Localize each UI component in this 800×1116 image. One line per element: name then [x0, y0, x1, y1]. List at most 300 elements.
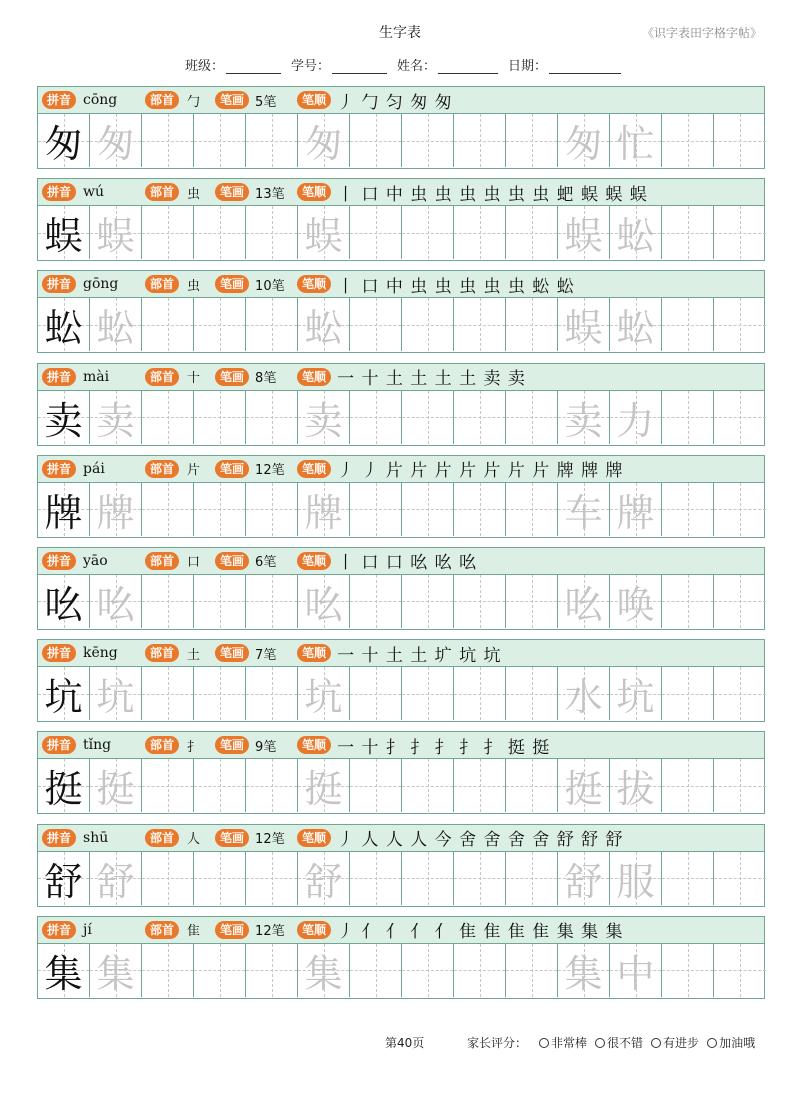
character-block: [37, 86, 765, 169]
radical-badge: 部首: [145, 552, 179, 570]
stroke-order: 丨 口 中 虫 虫 虫 虫 虫 蚣 蚣: [337, 276, 575, 297]
writing-cell[interactable]: [350, 483, 402, 536]
model-character: 挺: [44, 767, 83, 812]
radical-badge: 部首: [145, 91, 179, 109]
page-title: 生字表: [379, 25, 421, 41]
strokes-badge: 笔画: [215, 91, 249, 109]
rating-option-0[interactable]: [539, 1034, 587, 1051]
writing-cell[interactable]: [142, 298, 194, 351]
word-character: 蚣: [616, 306, 655, 351]
writing-cell[interactable]: [454, 298, 506, 351]
writing-cell[interactable]: [610, 298, 662, 351]
character-block: [37, 824, 765, 907]
writing-cell[interactable]: [558, 575, 610, 628]
order-badge: 笔顺: [297, 460, 331, 478]
writing-cell[interactable]: [402, 667, 454, 720]
writing-cell[interactable]: [402, 944, 454, 997]
writing-cell[interactable]: [90, 944, 142, 997]
writing-cell[interactable]: [714, 759, 766, 812]
pinyin-value: mài: [83, 368, 110, 385]
pinyin-badge: 拼音: [42, 921, 76, 939]
radical-value: 虫: [187, 186, 201, 202]
model-character: 匆: [44, 122, 83, 166]
info-bar: [38, 364, 764, 391]
name-label: 姓名：: [397, 59, 437, 74]
word-character: 水: [564, 675, 603, 720]
writing-cell[interactable]: [142, 667, 194, 720]
writing-cell[interactable]: [454, 206, 506, 259]
writing-cell[interactable]: [506, 759, 558, 812]
model-character: 蚣: [44, 306, 83, 351]
stroke-order: 丿 勹 匀 匆 匆: [337, 92, 453, 113]
writing-cell[interactable]: [90, 667, 142, 720]
writing-cell[interactable]: [90, 206, 142, 259]
writing-cell[interactable]: [714, 944, 766, 997]
tian-grid: [38, 852, 764, 905]
word-character: 坑: [616, 675, 655, 720]
writing-cell[interactable]: [662, 391, 714, 444]
stroke-order: 一 十 土 土 圹 坑 坑: [337, 645, 502, 666]
writing-cell[interactable]: [194, 852, 246, 905]
trace-character: 舒: [96, 859, 135, 904]
order-badge: 笔顺: [297, 91, 331, 109]
writing-cell[interactable]: [506, 114, 558, 167]
radical-badge: 部首: [145, 275, 179, 293]
student-number-blank[interactable]: [332, 60, 387, 74]
writing-cell[interactable]: [558, 206, 610, 259]
writing-cell[interactable]: [246, 759, 298, 812]
writing-cell[interactable]: [558, 298, 610, 351]
writing-cell[interactable]: [662, 114, 714, 167]
writing-cell[interactable]: [38, 852, 90, 905]
model-character: 舒: [44, 859, 83, 904]
tian-grid: [38, 391, 764, 444]
radio-circle-icon[interactable]: [651, 1038, 661, 1048]
trace-character: 吆: [96, 582, 135, 627]
pinyin-badge: 拼音: [42, 368, 76, 386]
writing-cell[interactable]: [610, 575, 662, 628]
pinyin-value: gōng: [83, 276, 119, 293]
writing-cell[interactable]: [714, 483, 766, 536]
pinyin-badge: 拼音: [42, 552, 76, 570]
trace-character: 集: [304, 951, 343, 996]
writing-cell[interactable]: [558, 852, 610, 905]
writing-cell[interactable]: [38, 759, 90, 812]
stroke-order: 一 十 扌 扌 扌 扌 扌 挺 挺: [337, 737, 551, 758]
writing-cell[interactable]: [142, 575, 194, 628]
writing-cell[interactable]: [350, 391, 402, 444]
writing-cell[interactable]: [350, 298, 402, 351]
strokes-badge: 笔画: [215, 829, 249, 847]
writing-cell[interactable]: [714, 114, 766, 167]
writing-cell[interactable]: [610, 667, 662, 720]
tian-grid: [38, 206, 764, 259]
writing-cell[interactable]: [194, 391, 246, 444]
word-character: 蜈: [564, 214, 603, 259]
writing-cell[interactable]: [610, 483, 662, 536]
stroke-order: 丿 亻 亻 亻 亻 隹 隹 隹 隹 集 集 集: [337, 922, 624, 943]
rating-option-label: 很不错: [607, 1036, 644, 1050]
writing-cell[interactable]: [662, 852, 714, 905]
trace-character: 蜈: [96, 214, 135, 259]
word-character: 忙: [616, 122, 655, 166]
writing-cell[interactable]: [350, 206, 402, 259]
writing-cell[interactable]: [402, 575, 454, 628]
word-character: 卖: [564, 398, 603, 443]
name-blank[interactable]: [438, 60, 498, 74]
pinyin-value: shū: [83, 829, 109, 846]
trace-character: 匆: [304, 122, 343, 166]
writing-cell[interactable]: [298, 759, 350, 812]
writing-cell[interactable]: [402, 759, 454, 812]
stroke-order: 一 十 土 土 土 土 卖 卖: [337, 369, 526, 390]
writing-cell[interactable]: [454, 852, 506, 905]
writing-cell[interactable]: [610, 391, 662, 444]
radical-value: 扌: [187, 739, 201, 755]
pinyin-badge: 拼音: [42, 275, 76, 293]
writing-cell[interactable]: [506, 483, 558, 536]
writing-cell[interactable]: [298, 483, 350, 536]
writing-cell[interactable]: [298, 206, 350, 259]
strokes-value: 10笔: [255, 278, 285, 294]
strokes-value: 12笔: [255, 463, 285, 479]
student-number-field: [291, 55, 387, 74]
radio-circle-icon[interactable]: [595, 1038, 605, 1048]
writing-cell[interactable]: [298, 391, 350, 444]
writing-cell[interactable]: [714, 391, 766, 444]
writing-cell[interactable]: [610, 944, 662, 997]
tian-grid: [38, 114, 764, 167]
order-badge: 笔顺: [297, 736, 331, 754]
writing-cell[interactable]: [454, 667, 506, 720]
writing-cell[interactable]: [246, 575, 298, 628]
writing-cell[interactable]: [506, 944, 558, 997]
character-block: [37, 455, 765, 538]
writing-cell[interactable]: [506, 206, 558, 259]
strokes-badge: 笔画: [215, 460, 249, 478]
writing-cell[interactable]: [246, 206, 298, 259]
radical-badge: 部首: [145, 644, 179, 662]
strokes-value: 8笔: [255, 371, 277, 387]
rating-option-2[interactable]: [651, 1034, 699, 1051]
radio-circle-icon[interactable]: [707, 1038, 717, 1048]
writing-cell[interactable]: [194, 575, 246, 628]
writing-cell[interactable]: [350, 114, 402, 167]
word-character: 舒: [564, 859, 603, 904]
writing-cell[interactable]: [558, 667, 610, 720]
writing-cell[interactable]: [194, 944, 246, 997]
writing-cell[interactable]: [558, 944, 610, 997]
strokes-value: 9笔: [255, 739, 277, 755]
writing-cell[interactable]: [90, 298, 142, 351]
writing-cell[interactable]: [558, 391, 610, 444]
writing-cell[interactable]: [610, 206, 662, 259]
date-field: [508, 55, 621, 74]
tian-grid: [38, 575, 764, 628]
writing-cell[interactable]: [350, 759, 402, 812]
pinyin-badge: 拼音: [42, 736, 76, 754]
writing-cell[interactable]: [454, 759, 506, 812]
rating-option-label: 有进步: [663, 1036, 700, 1050]
parent-rating: [467, 1034, 763, 1051]
order-badge: 笔顺: [297, 552, 331, 570]
order-badge: 笔顺: [297, 183, 331, 201]
strokes-value: 7笔: [255, 647, 277, 663]
strokes-value: 12笔: [255, 832, 285, 847]
tian-grid: [38, 667, 764, 720]
trace-character: 卖: [304, 398, 343, 443]
writing-cell[interactable]: [246, 391, 298, 444]
page-number: 第40页: [385, 1036, 425, 1050]
writing-cell[interactable]: [714, 667, 766, 720]
radical-badge: 部首: [145, 183, 179, 201]
writing-cell[interactable]: [298, 298, 350, 351]
model-character: 坑: [44, 675, 83, 720]
rating-option-3[interactable]: [707, 1034, 755, 1051]
writing-cell[interactable]: [142, 391, 194, 444]
word-character: 力: [616, 398, 655, 443]
writing-cell[interactable]: [350, 944, 402, 997]
model-character: 卖: [44, 398, 83, 443]
tian-grid: [38, 483, 764, 536]
stroke-order: 丿 丿 片 片 片 片 片 片 片 牌 牌 牌: [337, 461, 624, 482]
writing-cell[interactable]: [142, 759, 194, 812]
writing-cell[interactable]: [298, 667, 350, 720]
student-info: [185, 55, 631, 74]
writing-cell[interactable]: [454, 575, 506, 628]
writing-cell[interactable]: [454, 483, 506, 536]
writing-cell[interactable]: [38, 483, 90, 536]
strokes-value: 12笔: [255, 924, 285, 940]
writing-cell[interactable]: [90, 575, 142, 628]
order-badge: 笔顺: [297, 368, 331, 386]
strokes-value: 6笔: [255, 555, 277, 571]
writing-cell[interactable]: [246, 483, 298, 536]
writing-cell[interactable]: [246, 944, 298, 997]
writing-cell[interactable]: [90, 759, 142, 812]
trace-character: 牌: [304, 490, 343, 535]
model-character: 牌: [44, 490, 83, 535]
word-character: 蚣: [616, 214, 655, 259]
writing-cell[interactable]: [246, 114, 298, 167]
strokes-badge: 笔画: [215, 921, 249, 939]
writing-cell[interactable]: [610, 114, 662, 167]
writing-cell[interactable]: [350, 667, 402, 720]
trace-character: 坑: [96, 675, 135, 720]
writing-cell[interactable]: [38, 206, 90, 259]
writing-cell[interactable]: [558, 114, 610, 167]
writing-cell[interactable]: [506, 391, 558, 444]
writing-cell[interactable]: [90, 114, 142, 167]
writing-cell[interactable]: [350, 852, 402, 905]
info-bar: [38, 732, 764, 759]
writing-cell[interactable]: [714, 206, 766, 259]
writing-cell[interactable]: [662, 575, 714, 628]
strokes-badge: 笔画: [215, 552, 249, 570]
character-block: [37, 363, 765, 446]
writing-cell[interactable]: [662, 759, 714, 812]
radical-value: 勹: [187, 94, 201, 110]
writing-cell[interactable]: [454, 114, 506, 167]
writing-cell[interactable]: [610, 759, 662, 812]
writing-cell[interactable]: [662, 206, 714, 259]
writing-cell[interactable]: [506, 852, 558, 905]
writing-cell[interactable]: [194, 759, 246, 812]
writing-cell[interactable]: [142, 852, 194, 905]
stroke-order: 丿 人 人 人 今 舍 舍 舍 舍 舒 舒 舒: [337, 830, 624, 850]
student-number-label: 学号：: [291, 59, 331, 74]
writing-cell[interactable]: [506, 298, 558, 351]
word-character: 牌: [616, 490, 655, 535]
writing-cell[interactable]: [38, 114, 90, 167]
writing-cell[interactable]: [402, 114, 454, 167]
writing-cell[interactable]: [714, 298, 766, 351]
writing-cell[interactable]: [246, 852, 298, 905]
pinyin-value: yāo: [83, 552, 108, 569]
rating-label: 家长评分：: [467, 1036, 528, 1050]
model-character: 集: [44, 951, 83, 996]
radical-value: 土: [187, 647, 201, 663]
rating-option-label: 加油哦: [719, 1036, 756, 1050]
trace-character: 坑: [304, 675, 343, 720]
writing-cell[interactable]: [194, 114, 246, 167]
writing-cell[interactable]: [402, 298, 454, 351]
character-block: [37, 178, 765, 261]
character-block: [37, 731, 765, 814]
writing-cell[interactable]: [298, 575, 350, 628]
pinyin-value: pái: [83, 460, 105, 477]
character-blocks: [37, 86, 765, 1008]
writing-cell[interactable]: [298, 114, 350, 167]
pinyin-badge: 拼音: [42, 644, 76, 662]
info-bar: [38, 640, 764, 667]
character-block: [37, 916, 765, 999]
tian-grid: [38, 944, 764, 997]
trace-character: 匆: [96, 122, 135, 166]
writing-cell[interactable]: [402, 391, 454, 444]
radical-value: 十: [187, 371, 201, 387]
writing-cell[interactable]: [194, 298, 246, 351]
writing-cell[interactable]: [402, 483, 454, 536]
date-blank[interactable]: [549, 60, 621, 74]
writing-cell[interactable]: [194, 667, 246, 720]
word-character: 匆: [564, 122, 603, 166]
tian-grid: [38, 298, 764, 351]
stroke-order: 丨 口 中 虫 虫 虫 虫 虫 虫 蚆 蜈 蜈 蜈: [337, 184, 648, 205]
writing-cell[interactable]: [506, 667, 558, 720]
writing-cell[interactable]: [194, 483, 246, 536]
strokes-badge: 笔画: [215, 275, 249, 293]
word-character: 中: [616, 951, 655, 996]
writing-cell[interactable]: [454, 944, 506, 997]
strokes-badge: 笔画: [215, 644, 249, 662]
trace-character: 集: [96, 951, 135, 996]
writing-cell[interactable]: [142, 944, 194, 997]
writing-cell[interactable]: [402, 852, 454, 905]
writing-cell[interactable]: [90, 391, 142, 444]
radical-value: 片: [187, 463, 201, 479]
word-character: 集: [564, 951, 603, 996]
writing-cell[interactable]: [402, 206, 454, 259]
strokes-badge: 笔画: [215, 736, 249, 754]
writing-cell[interactable]: [90, 483, 142, 536]
writing-cell[interactable]: [350, 575, 402, 628]
rating-option-1[interactable]: [595, 1034, 643, 1051]
writing-cell[interactable]: [38, 667, 90, 720]
writing-cell[interactable]: [298, 944, 350, 997]
writing-cell[interactable]: [714, 575, 766, 628]
strokes-value: 13笔: [255, 186, 285, 202]
order-badge: 笔顺: [297, 644, 331, 662]
writing-cell[interactable]: [38, 944, 90, 997]
word-character: 吆: [564, 582, 603, 627]
radical-value: 隹: [187, 924, 201, 940]
word-character: 车: [564, 490, 603, 535]
order-badge: 笔顺: [297, 921, 331, 939]
writing-cell[interactable]: [662, 667, 714, 720]
order-badge: 笔顺: [297, 829, 331, 847]
writing-cell[interactable]: [142, 483, 194, 536]
writing-cell[interactable]: [662, 483, 714, 536]
trace-character: 蚣: [304, 306, 343, 351]
strokes-badge: 笔画: [215, 368, 249, 386]
trace-character: 挺: [96, 767, 135, 812]
writing-cell[interactable]: [246, 667, 298, 720]
writing-cell[interactable]: [194, 206, 246, 259]
strokes-badge: 笔画: [215, 183, 249, 201]
radical-badge: 部首: [145, 368, 179, 386]
writing-cell[interactable]: [298, 852, 350, 905]
writing-cell[interactable]: [610, 852, 662, 905]
word-character: 拔: [616, 767, 655, 812]
radio-circle-icon[interactable]: [539, 1038, 549, 1048]
trace-character: 吆: [304, 582, 343, 627]
radical-badge: 部首: [145, 736, 179, 754]
pinyin-badge: 拼音: [42, 183, 76, 201]
writing-cell[interactable]: [714, 852, 766, 905]
date-label: 日期：: [508, 59, 548, 74]
pinyin-value: jí: [83, 921, 92, 938]
writing-cell[interactable]: [662, 298, 714, 351]
info-bar: [38, 917, 764, 944]
radical-value: 人: [187, 832, 201, 847]
class-field: [185, 55, 281, 74]
writing-cell[interactable]: [506, 575, 558, 628]
writing-cell[interactable]: [38, 298, 90, 351]
pinyin-value: wú: [83, 184, 105, 201]
name-field: [397, 55, 498, 74]
writing-cell[interactable]: [90, 852, 142, 905]
writing-cell[interactable]: [454, 391, 506, 444]
trace-character: 蜈: [304, 214, 343, 259]
pinyin-badge: 拼音: [42, 91, 76, 109]
writing-cell[interactable]: [38, 391, 90, 444]
class-blank[interactable]: [226, 60, 281, 74]
writing-cell[interactable]: [662, 944, 714, 997]
word-character: 服: [616, 859, 655, 904]
info-bar: [38, 87, 764, 114]
writing-cell[interactable]: [142, 206, 194, 259]
word-character: 唤: [616, 582, 655, 627]
writing-cell[interactable]: [142, 114, 194, 167]
writing-cell[interactable]: [38, 575, 90, 628]
word-character: 挺: [564, 767, 603, 812]
radical-value: 口: [187, 555, 201, 571]
trace-character: 牌: [96, 490, 135, 535]
writing-cell[interactable]: [558, 759, 610, 812]
writing-cell[interactable]: [246, 298, 298, 351]
writing-cell[interactable]: [558, 483, 610, 536]
